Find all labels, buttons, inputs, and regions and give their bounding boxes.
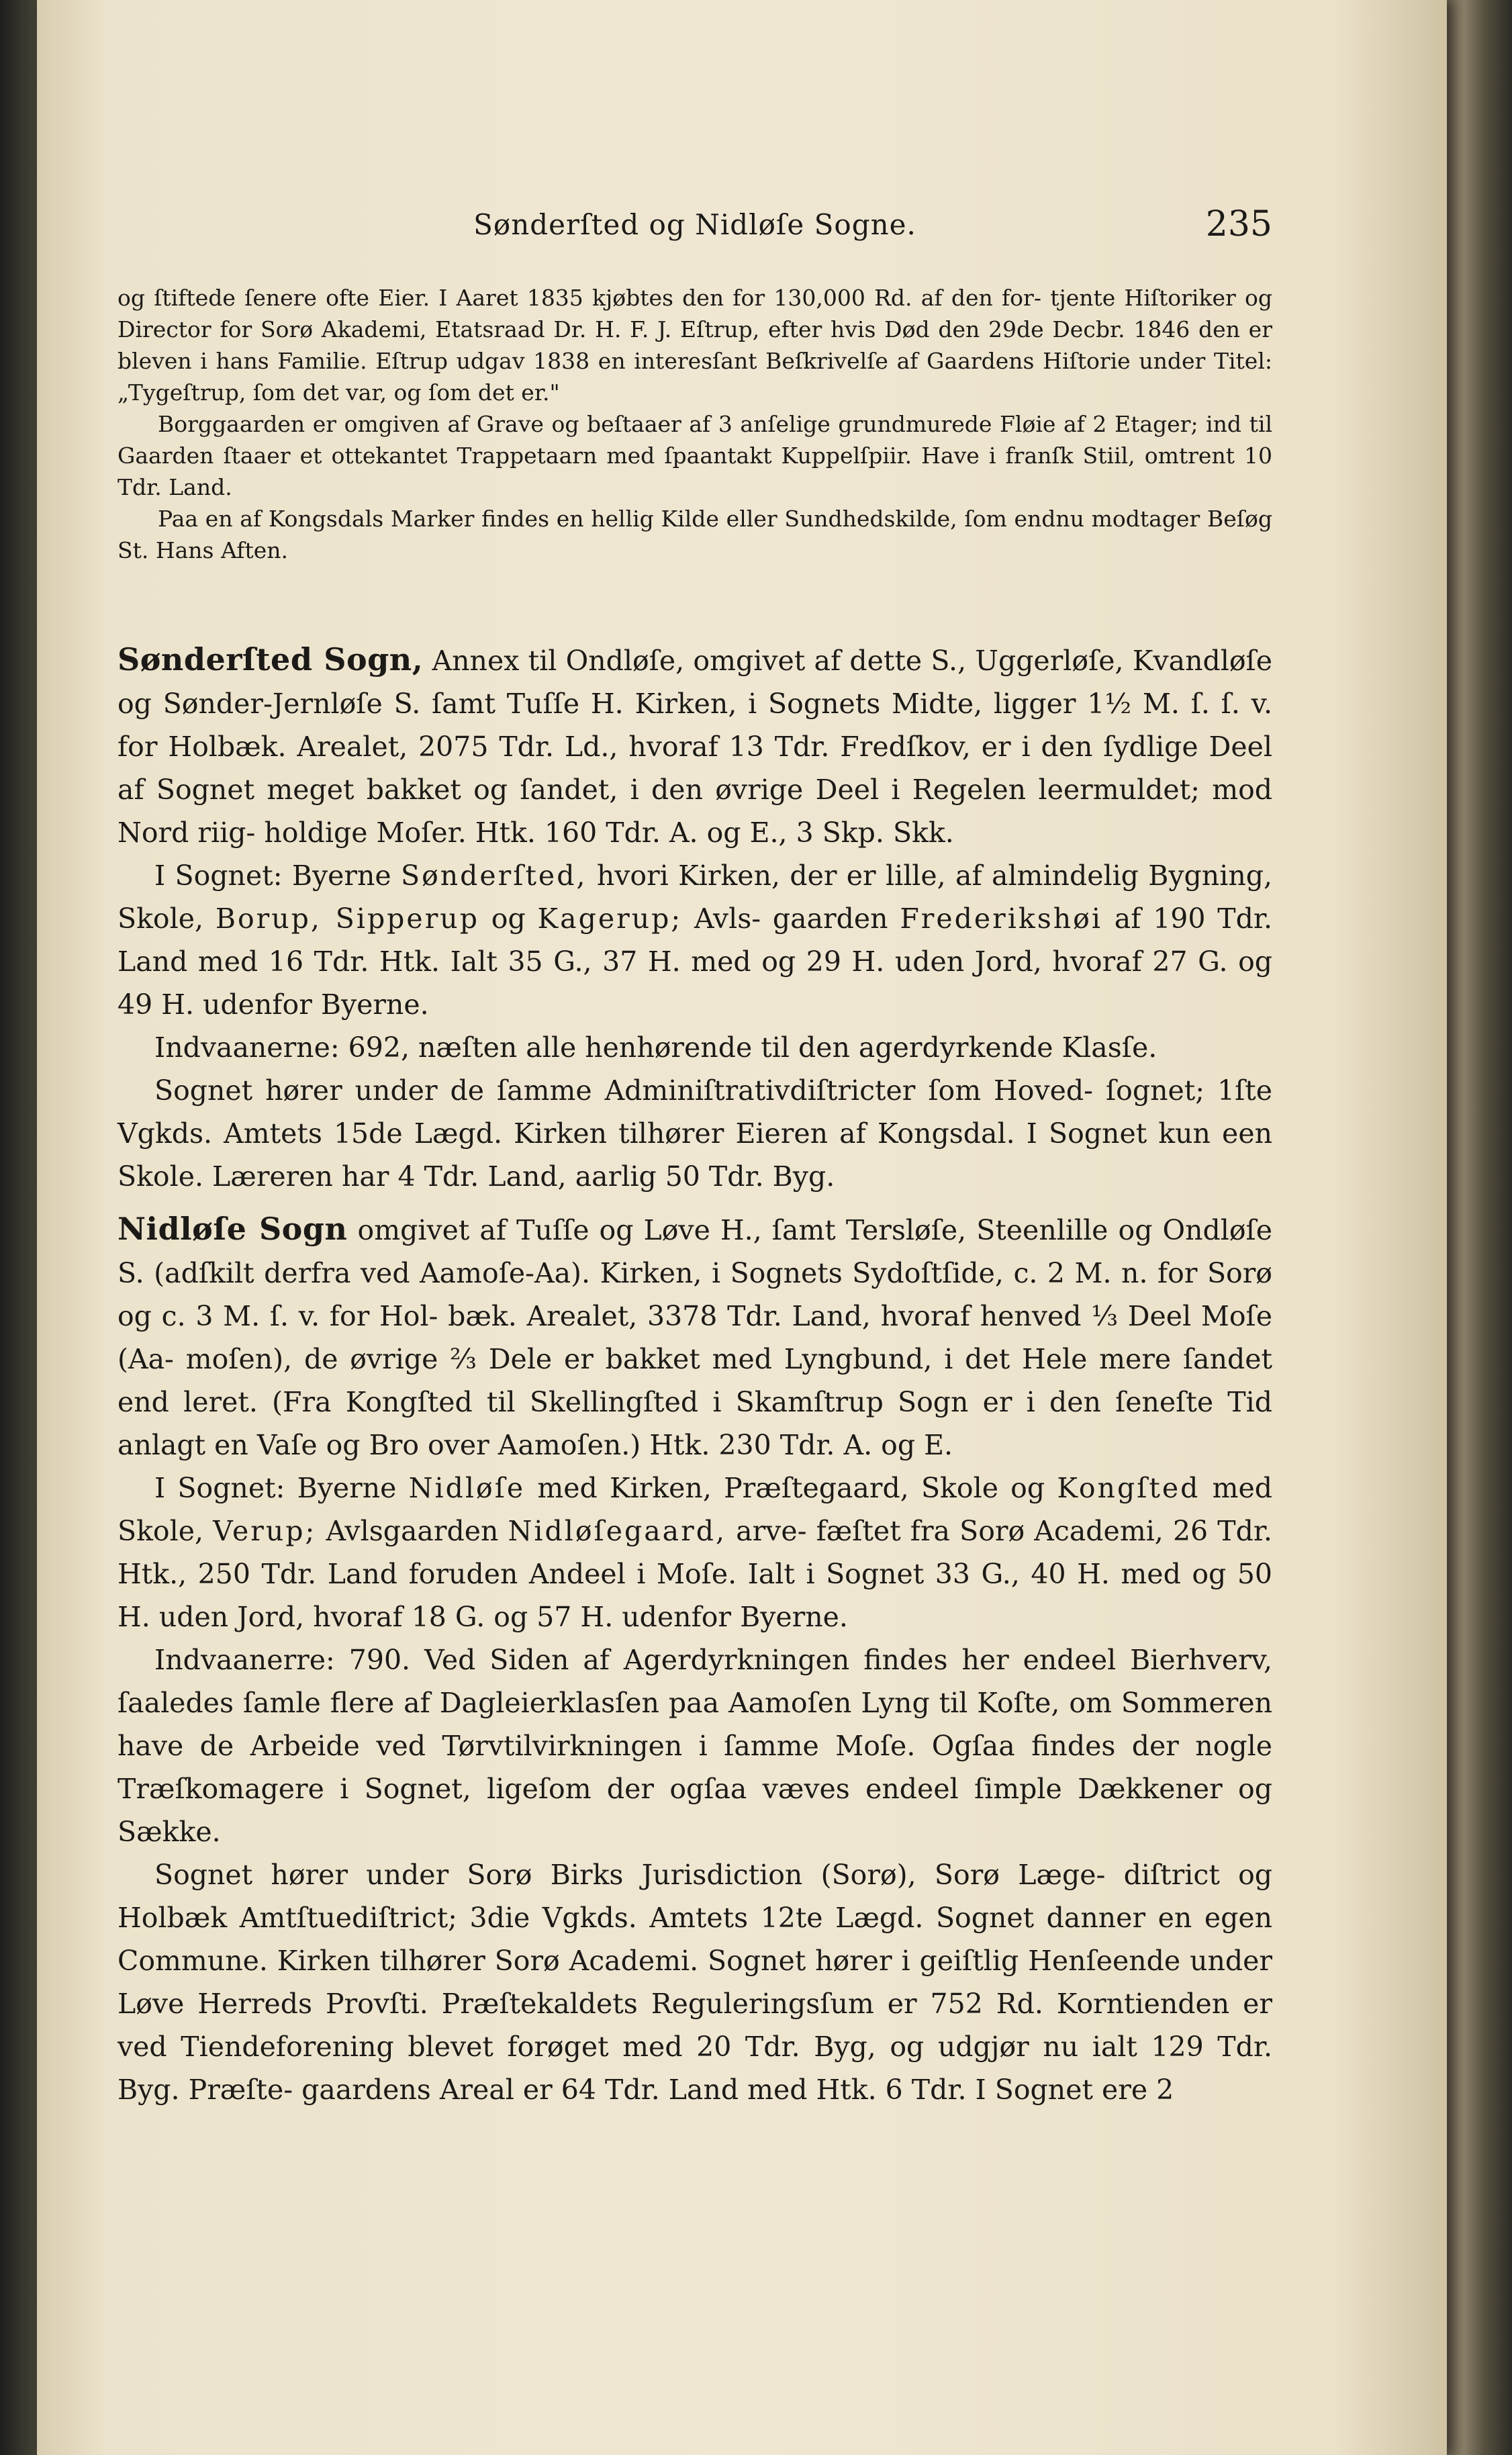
villages-text: arve- fæſtet fra Sorø Academi, 26 Tdr. Htk., 250 Tdr. Land foruden Andeel i Moſe. Ialt i Sognet 33 G., 40 H. med og 50 H. uden Jord, hvoraf 18 G. og 57 H. udenfor Byerne. [117,1515,1272,1633]
sondersted-intro [117,638,1272,854]
villages-lead: I Sognet: Byerne [154,1472,397,1504]
village-name: Kagerup; [537,902,683,935]
sondersted-population: Indvaanerne: 692, næſten alle henhørende til den agerdyrkende Klasſe. [154,1031,1157,1064]
village-name: Borup, Sipperup [215,902,479,935]
villages-text: Avls- gaarden [694,902,888,935]
village-name: Nidløſe [408,1472,526,1504]
continuation-text [117,282,1272,566]
nidlose-intro [117,1207,1272,1467]
page-title: Sønderſted og Nidløſe Sogne. [473,208,916,241]
nidlose-heading: Nidløſe Sogn [117,1211,348,1247]
villages-text: og [491,902,526,935]
villages-lead: I Sognet: Byerne [154,860,391,892]
continuation-paragraph: Paa en af Kongsdals Marker findes en hellig Kilde eller Sundhedskilde, ſom endnu modtager Beſøg St. Hans Aften. [117,506,1272,563]
village-name: Kongſted [1057,1472,1200,1504]
continuation-paragraph: Borggaarden er omgiven af Grave og beſtaaer af 3 anſelige grundmurede Fløie af 2 Etager; ind til Gaarden ſtaaer et ottekantet Trappetaarn med ſpaantakt Kuppelſpiir. Have i franſk Stiil, omtrent 10 Tdr. Land. [117,411,1272,500]
village-name: Verup; [213,1515,317,1547]
page-stack-edge [1444,0,1512,2455]
book-spine [0,0,40,2455]
villages-text: hvori Kirken, der er lille, af almindelig Bygning, Skole, [117,860,1272,935]
village-name: Sønderſted, [401,860,587,892]
parish-entries [117,638,1272,2111]
continuation-paragraph: og ſtiftede ſenere ofte Eier. I Aaret 1835 kjøbtes den for 130,000 Rd. af den for- tjente Hiſtoriker og Director for Sorø Akademi, Etatsraad Dr. H. F. J. Eſtrup, efter hvis Død den 29de Decbr. 1846 den er bleven i hans Familie. Eſtrup udgav 1838 en interesſant Beſkrivelſe af Gaardens Hiſtorie under Titel: „Tygeſtrup, ſom det var, og ſom det er." [117,285,1272,406]
nidlose-villages [117,1467,1272,1638]
page-number: 235 [1205,204,1272,244]
nidlose-description: omgivet af Tuſſe og Løve H., ſamt Tersløſe, Steenlille og Ondløſe S. (adſkilt derfra ved Aamoſe-Aa). Kirken, i Sognets Sydoſtſide, c. 2 M. n. for Sorø og c. 3 M. ſ. v. for Hol- bæk. Arealet, 3378 Tdr. Land, hvoraf henved ⅓ Deel Moſe (Aa- moſen), de øvrige ⅔ Dele er bakket med Lyngbund, i det Hele mere ſandet end leret. (Fra Kongſted til Skellingſted i Skamſtrup Sogn er i den ſeneſte Tid anlagt en Vaſe og Bro over Aamoſen.) Htk. 230 Tdr. A. og E. [117,1214,1273,1461]
villages-text: med Skole, [117,1472,1272,1547]
farm-name: Nidløſegaard, [508,1515,726,1547]
villages-text: med Kirken, Præſtegaard, Skole og [537,1472,1045,1504]
sondersted-heading: Sønderſted Sogn, [117,641,424,678]
farm-name: Frederikshøi [900,902,1102,935]
running-header [117,201,1272,255]
sondersted-description: Annex til Ondløſe, omgivet af dette S., Uggerløſe, Kvandløſe og Sønder-Jernløſe S. ſamt Tuſſe H. Kirken, i Sognets Midte, ligger 1½ M. ſ. ſ. v. for Holbæk. Arealet, 2075 Tdr. Ld., hvoraf 13 Tdr. Fredſkov, er i den ſydlige Deel af Sognet meget bakket og ſandet, i den øvrige Deel i Regelen leermuldet; mod Nord riig- holdige Moſer. Htk. 160 Tdr. A. og E., 3 Skp. Skk. [117,645,1272,849]
sondersted-villages [117,854,1272,1026]
book-page [37,0,1447,2455]
nidlose-population: Indvaanerre: 790. Ved Siden af Agerdyrkningen findes her endeel Bierhverv, ſaaledes ſamle flere af Dagleierklasſen paa Aamoſen Lyng til Koſte, om Sommeren have de Arbeide ved Tørvtilvirkningen i ſamme Moſe. Ogſaa findes der nogle Træſkomagere i Sognet, ligeſom der ogſaa væves endeel ſimple Dækkener og Sække. [117,1644,1272,1848]
nidlose-administration: Sognet hører under Sorø Birks Jurisdiction (Sorø), Sorø Læge- diſtrict og Holbæk Amtſtuediſtrict; 3die Vgkds. Amtets 12te Lægd. Sognet danner en egen Commune. Kirken tilhører Sorø Academi. Sognet hører i geiſtlig Henſeende under Løve Herreds Provſti. Præſtekaldets Reguleringsſum er 752 Rd. Korntienden er ved Tiendeforening blevet forøget med 20 Tdr. Byg, og udgjør nu ialt 129 Tdr. Byg. Præſte- gaardens Areal er 64 Tdr. Land med Htk. 6 Tdr. I Sognet ere 2 [117,1859,1272,2106]
villages-text: Avlsgaarden [326,1515,499,1547]
villages-text: af 190 Tdr. Land med 16 Tdr. Htk. Ialt 35 G., 37 H. med og 29 H. uden Jord, hvoraf 27 G. og 49 H. udenfor Byerne. [117,902,1272,1021]
sondersted-administration: Sognet hører under de ſamme Adminiſtrativdiſtricter ſom Hoved- ſognet; 1ſte Vgkds. Amtets 15de Lægd. Kirken tilhører Eieren af Kongsdal. I Sognet kun een Skole. Læreren har 4 Tdr. Land, aarlig 50 Tdr. Byg. [117,1074,1272,1193]
